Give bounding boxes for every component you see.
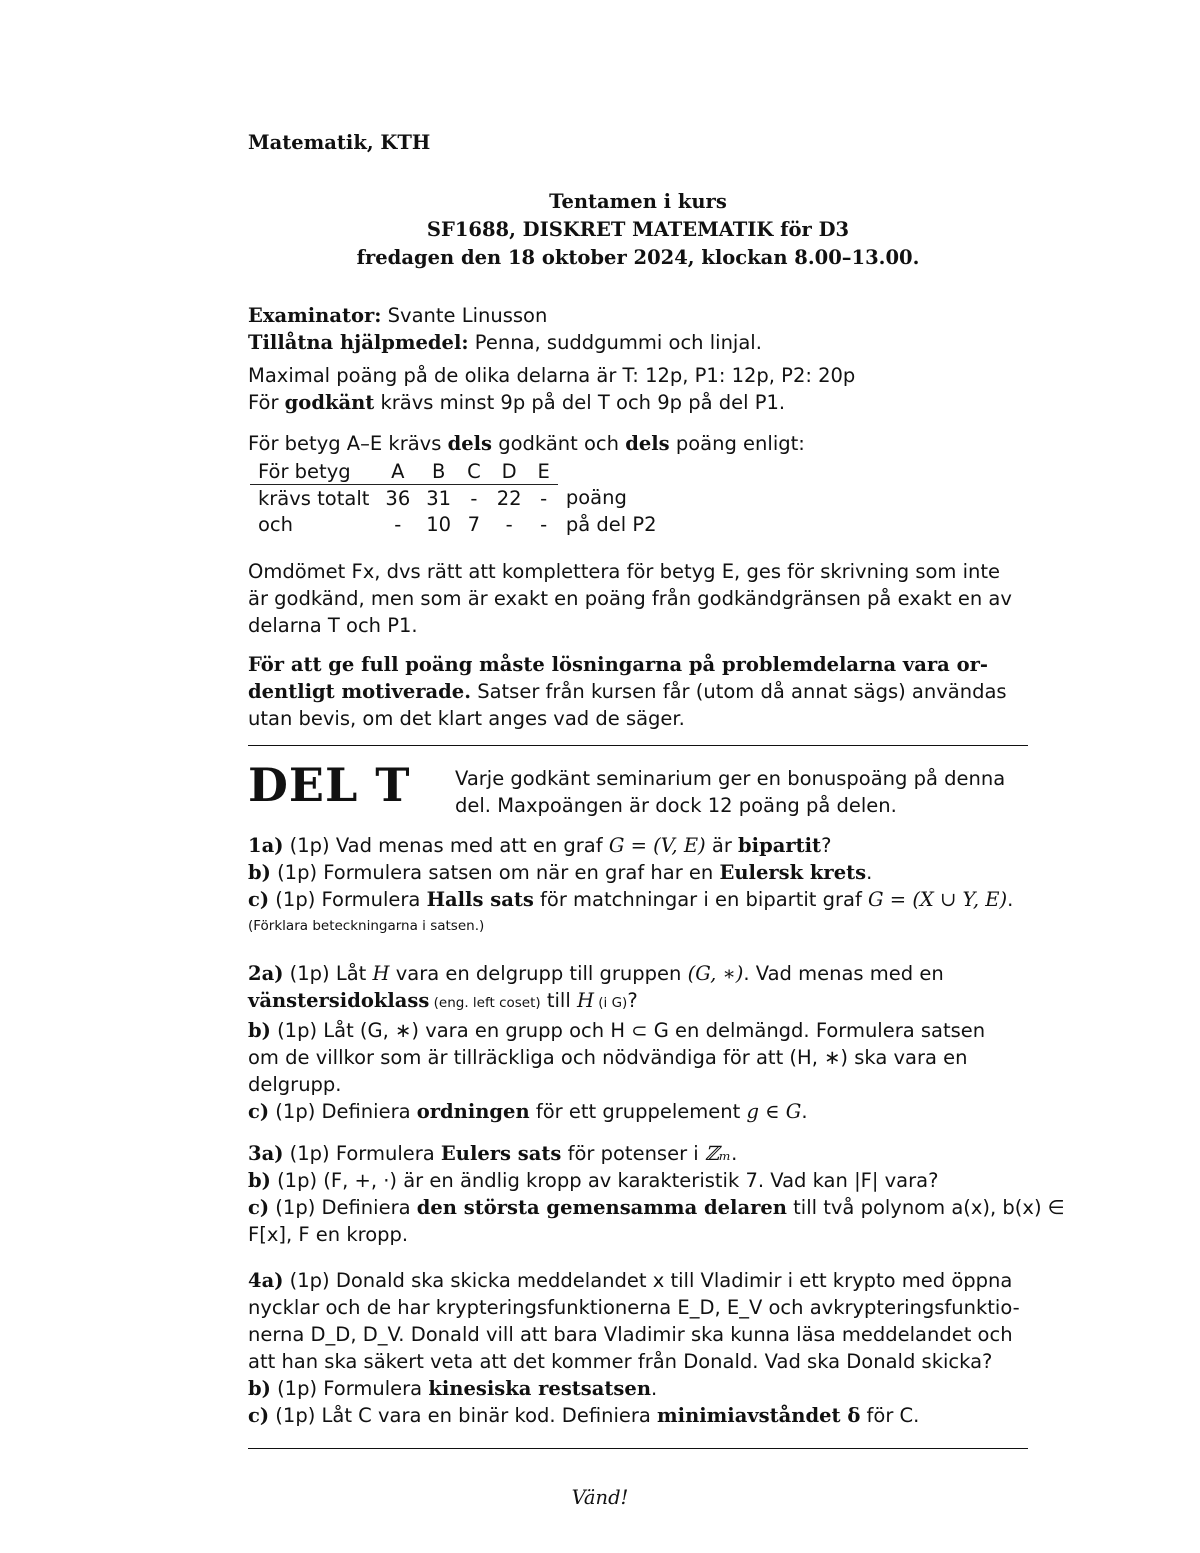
fx-paragraph: [248, 558, 1012, 639]
grade-header-cell: B: [418, 458, 459, 485]
section-title: DEL T: [248, 758, 411, 812]
table-row: [250, 511, 665, 537]
question-2a-cont: vänstersidoklass (eng. left coset) till H (i G)?: [248, 989, 638, 1012]
question-1a: 1a) (1p) Vad menas med att en graf G = (V, E) är bipartit?: [248, 834, 832, 857]
grade-cell: på del P2: [565, 512, 657, 536]
question-4c: c) (1p) Låt C vara en binär kod. Definiera minimiavståndet δ för C.: [248, 1404, 920, 1427]
grade-cell: 10: [426, 512, 452, 536]
title-line-1: Tentamen i kurs: [549, 190, 727, 213]
question-3c-line-2: F[x], F en kropp.: [248, 1223, 409, 1246]
grade-cell: 22: [496, 486, 522, 510]
grade-cell: 31: [426, 486, 452, 510]
grade-cell: 7: [467, 512, 481, 536]
question-3c: c) (1p) Definiera den största gemensamma delaren till två polynom a(x), b(x) ∈: [248, 1196, 1065, 1219]
question-2: [248, 960, 985, 1125]
section-note: Varje godkänt seminarium ger en bonuspoäng på denna del. Maxpoängen är dock 12 poäng på delen.: [455, 767, 1006, 817]
question-3: [248, 1140, 1065, 1248]
grade-header-cell: För betyg: [250, 458, 377, 485]
grade-cell: och: [258, 512, 294, 536]
max-points: Maximal poäng på de olika delarna är T: 12p, P1: 12p, P2: 20p: [248, 364, 856, 387]
motivation-paragraph: [248, 651, 1007, 732]
grade-cell: -: [540, 512, 548, 536]
grade-cell: -: [470, 486, 478, 510]
question-1c: c) (1p) Formulera Halls sats för matchningar i en bipartit graf G = (X ∪ Y, E).: [248, 888, 1014, 911]
exam-info: [248, 302, 855, 416]
examiner-label: Examinator:: [248, 304, 382, 327]
question-4a-line-3: nerna D_D, D_V. Donald vill att bara Vladimir ska kunna läsa meddelandet och: [248, 1323, 1013, 1346]
grade-cell: -: [505, 512, 513, 536]
motivation-bold-1: För att ge full poäng måste lösningarna på problemdelarna vara or-: [248, 653, 988, 676]
question-4a-line-4: att han ska säkert veta att det kommer från Donald. Vad ska Donald skicka?: [248, 1350, 993, 1373]
motivation-bold-2: dentligt motiverade.: [248, 680, 472, 703]
motivation-line-3: utan bevis, om det klart anges vad de säger.: [248, 707, 685, 730]
examiner-row: [248, 302, 855, 329]
aids-label: Tillåtna hjälpmedel:: [248, 331, 469, 354]
affiliation: Matematik, KTH: [248, 131, 431, 154]
grade-header-cell: D: [489, 458, 530, 485]
grade-table: [250, 458, 665, 537]
pass-requirement: För godkänt krävs minst 9p på del T och 9p på del P1.: [248, 391, 786, 414]
question-4a: 4a) (1p) Donald ska skicka meddelandet x till Vladimir i ett krypto med öppna: [248, 1269, 1013, 1292]
title-line-3: fredagen den 18 oktober 2024, klockan 8.00–13.00.: [356, 246, 920, 269]
grade-cell: -: [540, 486, 548, 510]
grade-cell: poäng: [565, 486, 627, 510]
question-1b: b) (1p) Formulera satsen om när en graf har en Eulersk krets.: [248, 861, 873, 884]
question-4: [248, 1267, 1020, 1429]
question-2c: c) (1p) Definiera ordningen för ett gruppelement g ∈ G.: [248, 1100, 808, 1123]
grade-cell: 36: [385, 486, 411, 510]
title-line-2: SF1688, DISKRET MATEMATIK för D3: [426, 218, 850, 241]
fx-line: delarna T och P1.: [248, 614, 418, 637]
question-3a: 3a) (1p) Formulera Eulers sats för potenser i ℤₘ.: [248, 1142, 738, 1165]
turn-page-note: Vänd!: [571, 1486, 629, 1509]
fx-line: Omdömet Fx, dvs rätt att komplettera för betyg E, ges för skrivning som inte: [248, 560, 1001, 583]
grade-header-cell: E: [530, 458, 558, 485]
question-1: [248, 832, 1013, 940]
question-4b: b) (1p) Formulera kinesiska restsatsen.: [248, 1377, 658, 1400]
question-3b: b) (1p) (F, +, ·) är en ändlig kropp av karakteristik 7. Vad kan |F| vara?: [248, 1169, 939, 1192]
grade-cell: -: [394, 512, 402, 536]
grade-header-cell: [558, 458, 665, 485]
question-2b: b) (1p) Låt (G, ∗) vara en grupp och H ⊂ G en delmängd. Formulera satsen: [248, 1019, 986, 1042]
grade-intro: För betyg A–E krävs dels godkänt och dels poäng enligt:: [248, 432, 805, 455]
grade-cell: krävs totalt: [258, 486, 370, 510]
grade-header-cell: A: [377, 458, 418, 485]
grade-header-cell: C: [459, 458, 489, 485]
motivation-rest: Satser från kursen får (utom då annat sägs) användas: [471, 680, 1007, 703]
fx-line: är godkänd, men som är exakt en poäng från godkändgränsen på exakt en av: [248, 587, 1012, 610]
question-1c-note: (Förklara beteckningarna i satsen.): [248, 918, 485, 934]
examiner-value: Svante Linusson: [387, 304, 548, 327]
aids-row: [248, 329, 855, 356]
question-4a-line-2: nycklar och de har krypteringsfunktionerna E_D, E_V och avkrypteringsfunktio-: [248, 1296, 1020, 1319]
section-divider: [248, 1448, 1028, 1449]
aids-value: Penna, suddgummi och linjal.: [474, 331, 762, 354]
grade-table-header: [250, 458, 665, 485]
table-row: [250, 485, 665, 512]
section-divider: [248, 745, 1028, 746]
question-2b-line-3: delgrupp.: [248, 1073, 342, 1096]
question-2a: 2a) (1p) Låt H vara en delgrupp till gruppen (G, ∗). Vad menas med en: [248, 962, 944, 985]
question-2b-line-2: om de villkor som är tillräckliga och nödvändiga för att (H, ∗) ska vara en: [248, 1046, 968, 1069]
exam-title: [248, 188, 1028, 272]
